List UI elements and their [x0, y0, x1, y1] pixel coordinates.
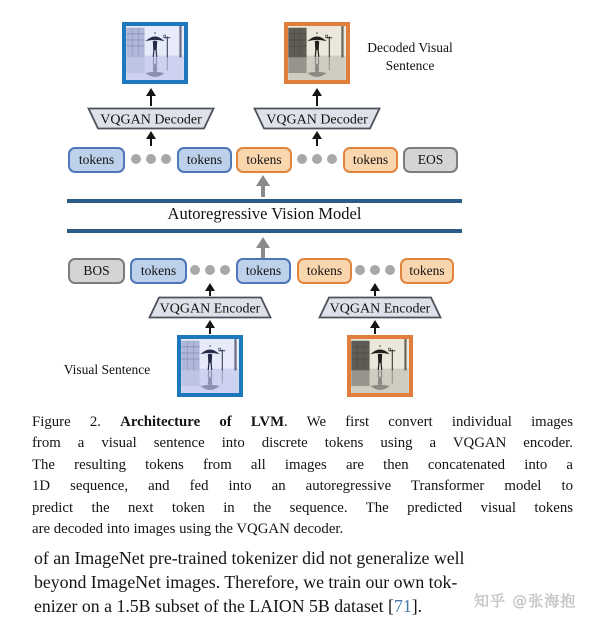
decoded-visual-sentence-label: Decoded Visual Sentence — [367, 40, 453, 73]
up-arrow-icon — [205, 283, 215, 296]
token-box: tokens — [297, 258, 352, 284]
token-box: tokens — [400, 258, 454, 284]
eos-box: EOS — [403, 147, 458, 173]
token-box: tokens — [130, 258, 187, 284]
body-line: beyond ImageNet images. Therefore, we train our own tok- — [34, 572, 458, 592]
caption-line: The resulting tokens from all images are then concatenated into a — [32, 456, 573, 473]
vqgan-encoder-box — [148, 296, 272, 319]
visual-sentence-label: Visual Sentence — [63, 362, 151, 377]
ellipsis-dots-icon — [355, 265, 395, 275]
vqgan-encoder-box — [318, 296, 442, 319]
caption-line: are decoded into images using the VQGAN decoder. — [32, 521, 344, 538]
up-arrow-icon — [312, 131, 322, 146]
vqgan-encoder-label: VQGAN Encoder — [329, 301, 431, 317]
model-bar-line-bottom — [67, 229, 462, 233]
token-box: tokens — [236, 258, 291, 284]
decoded-image-orange — [284, 22, 350, 84]
bos-box: BOS — [68, 258, 125, 284]
gray-up-arrow-icon — [256, 175, 270, 197]
input-image-blue — [177, 335, 243, 397]
token-box: tokens — [343, 147, 398, 173]
token-box: tokens — [177, 147, 232, 173]
body-line: enizer on a 1.5B subset of the LAION 5B dataset [71]. — [34, 596, 423, 616]
vqgan-decoder-box — [253, 107, 381, 130]
vqgan-encoder-label: VQGAN Encoder — [159, 301, 261, 317]
up-arrow-icon — [312, 88, 322, 106]
up-arrow-icon — [205, 320, 215, 334]
ellipsis-dots-icon — [190, 265, 230, 275]
vqgan-decoder-label: VQGAN Decoder — [100, 112, 202, 128]
ellipsis-dots-icon — [131, 154, 171, 164]
caption-line: from a visual sentence into discrete tokens using a VQGAN encoder. — [32, 435, 573, 452]
up-arrow-icon — [370, 320, 380, 334]
token-box: tokens — [236, 147, 292, 173]
gray-up-arrow-icon — [256, 237, 270, 258]
caption-line: predict the next token in the sequence. The predicted visual tokens — [32, 499, 573, 516]
model-bar-line-top — [67, 199, 462, 203]
up-arrow-icon — [146, 88, 156, 106]
ellipsis-dots-icon — [297, 154, 337, 164]
caption-line: 1D sequence, and fed into an autoregressive Transformer model to — [32, 478, 573, 495]
input-image-orange — [347, 335, 413, 397]
citation-link[interactable]: 71 — [393, 596, 412, 616]
model-bar-label: Autoregressive Vision Model — [167, 204, 362, 223]
up-arrow-icon — [146, 131, 156, 146]
caption-bold-title: Architecture of LVM — [120, 414, 285, 430]
watermark: 知乎 @张海抱 — [474, 592, 577, 610]
body-line: of an ImageNet pre-trained tokenizer did not generalize well — [34, 548, 465, 568]
vqgan-decoder-label: VQGAN Decoder — [266, 112, 368, 128]
vqgan-decoder-box — [87, 107, 215, 130]
caption-line: Figure 2. Architecture of LVM. We first convert individual images — [32, 414, 573, 430]
figure-caption — [32, 412, 573, 540]
up-arrow-icon — [370, 283, 380, 296]
decoded-image-blue — [122, 22, 188, 84]
token-box: tokens — [68, 147, 125, 173]
